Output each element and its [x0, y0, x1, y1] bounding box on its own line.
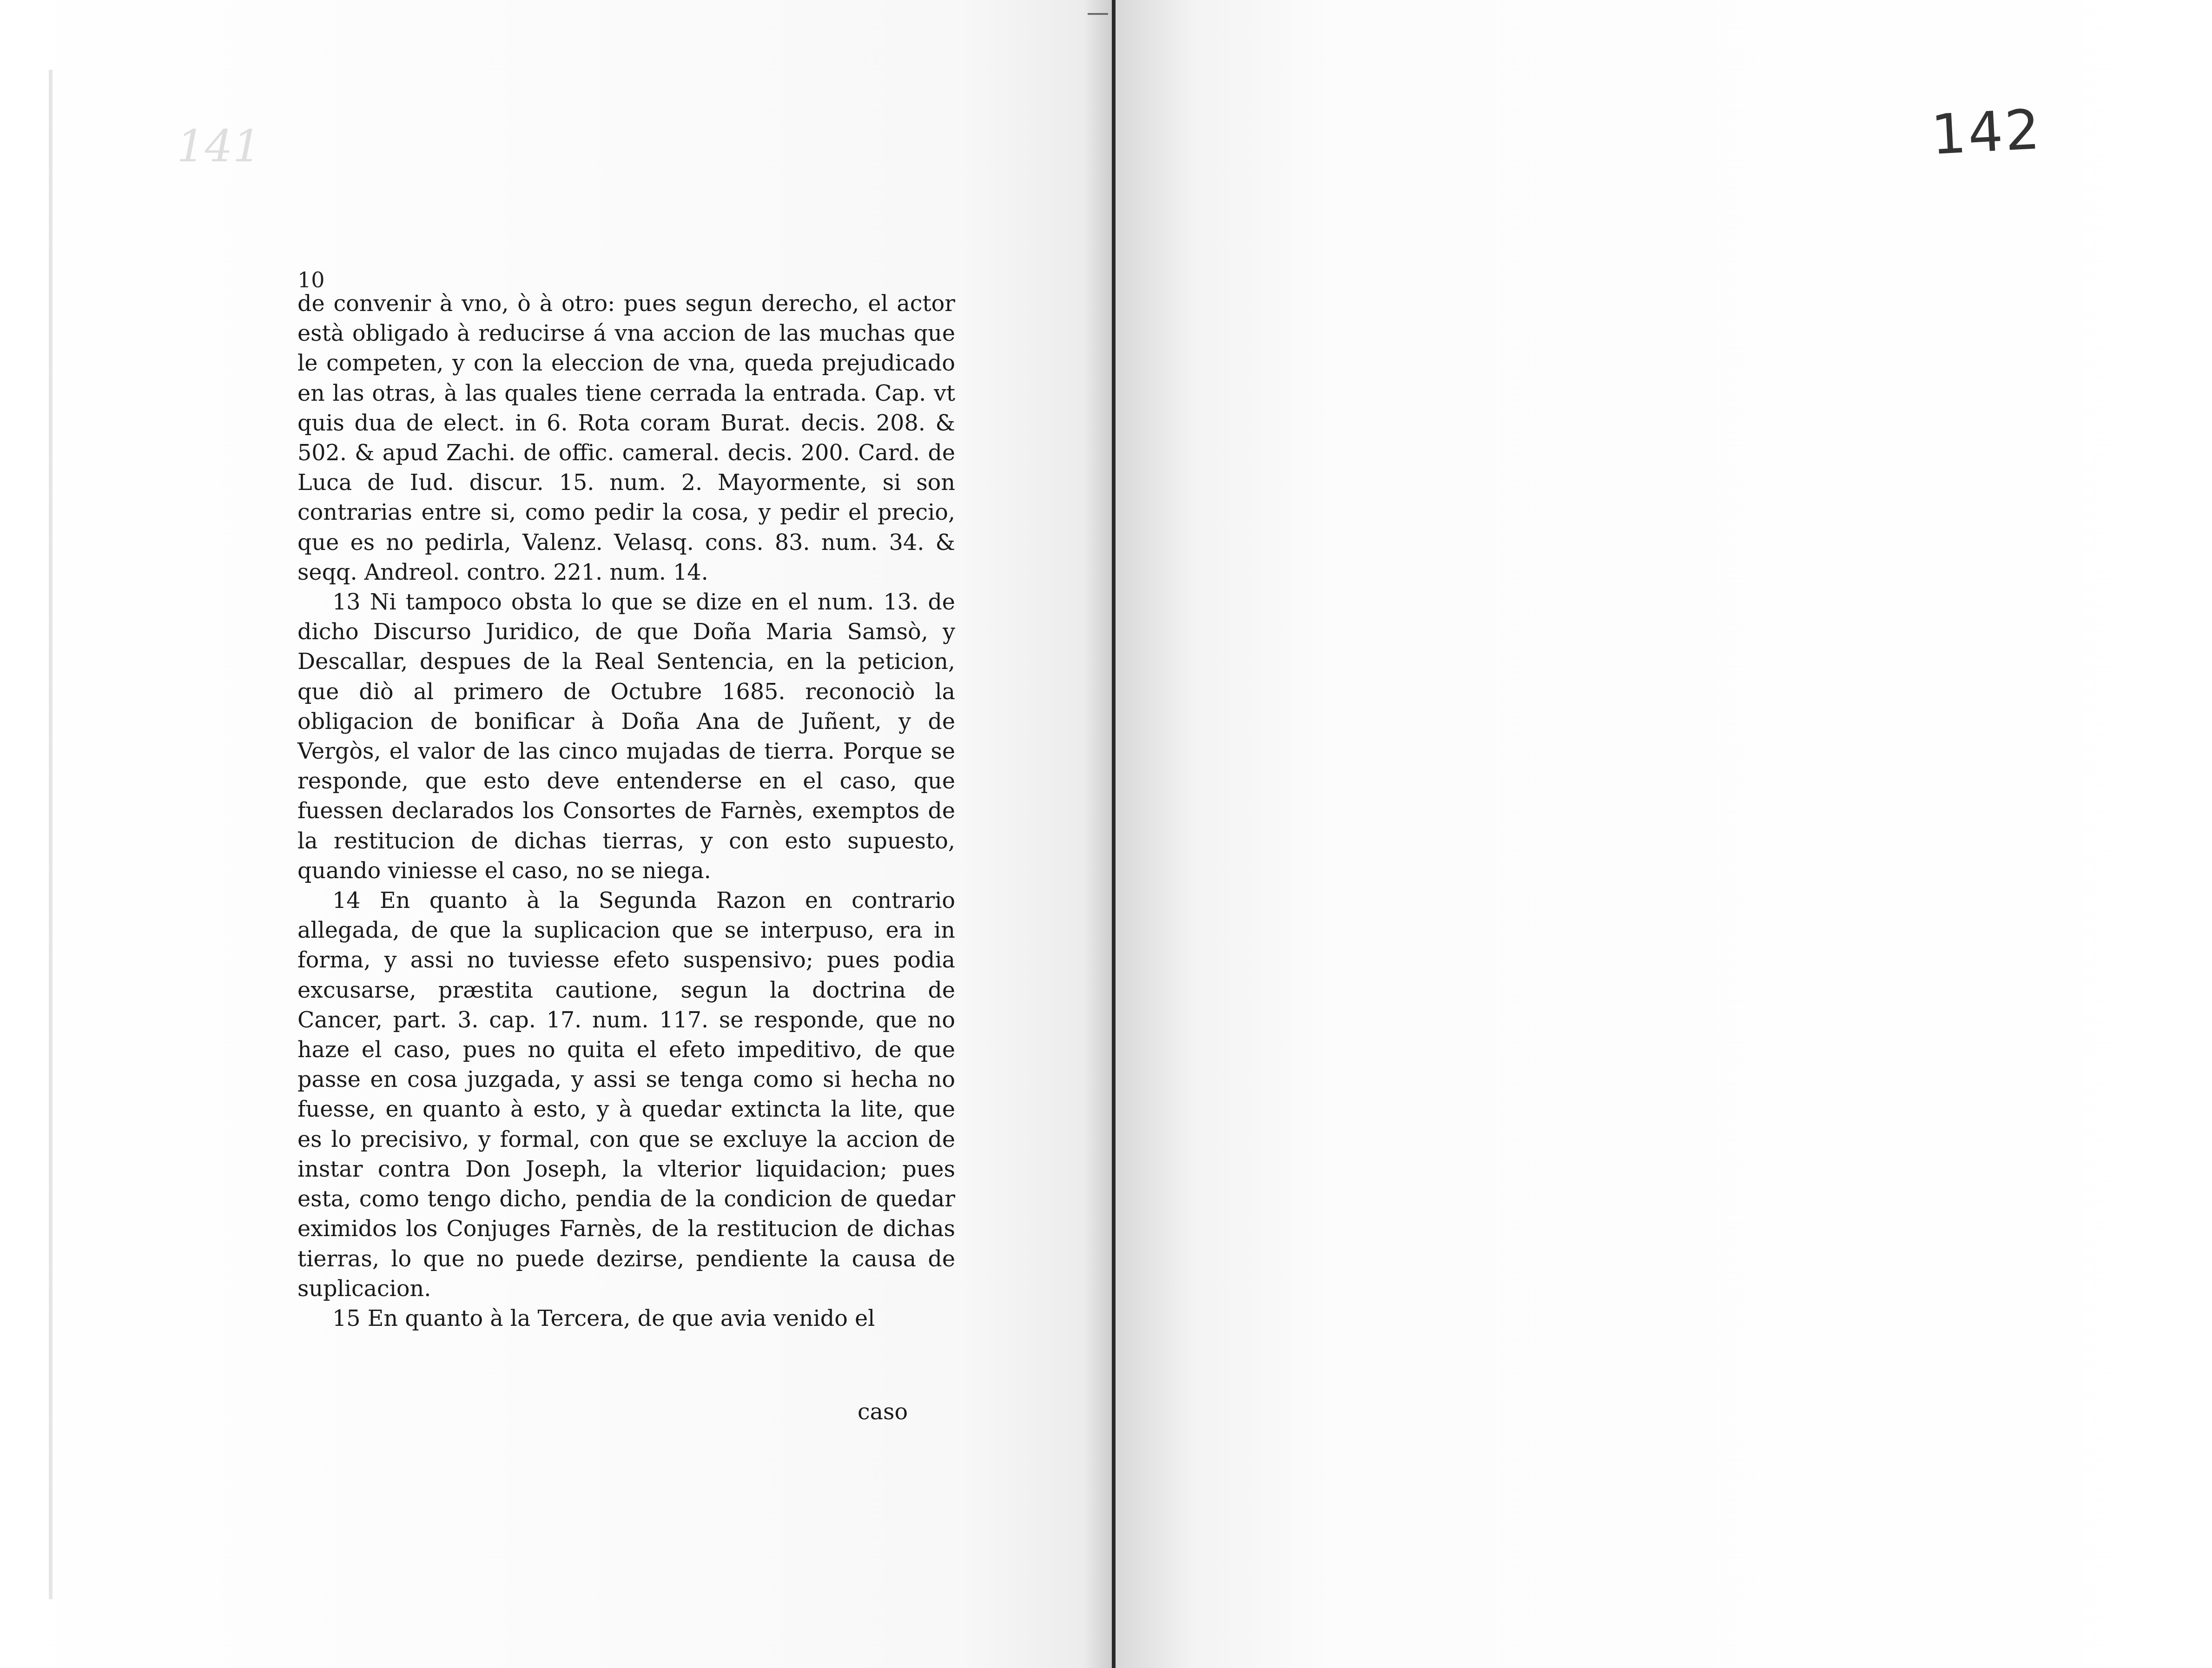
paragraph [297, 886, 955, 1304]
right-page [1116, 0, 2212, 1668]
top-edge-mark [1088, 13, 1108, 15]
left-catchword: caso [858, 1399, 908, 1425]
left-text-block [297, 289, 955, 1334]
handwritten-folio-number: 142 [1929, 97, 2043, 167]
page-edge-shadow [49, 70, 53, 1599]
paragraph [297, 289, 955, 588]
paragraph-number: 14 [332, 888, 361, 914]
left-page-number: 10 [297, 267, 325, 292]
paragraph-number: 15 [332, 1305, 361, 1331]
gutter-shadow [1083, 0, 1112, 1668]
paragraph [297, 1304, 955, 1334]
paragraph [297, 588, 955, 886]
paragraph-text: de convenir à vno, ò à otro: pues segun derecho, el actor està obligado à reducirse á vna accion de las muchas que le competen, y con la eleccion de vna, queda prejudicado en las otras, à las quales tiene cerrada la entrada. Cap. vt quis dua de elect. in 6. Rota coram Burat. decis. 208. & 502. & apud Zachi. de offic. cameral. decis. 200. Card. de Luca de Iud. discur. 15. num. 2. Mayormente, si son contrarias entre si, como pedir la cosa, y pedir el precio, que es no pedirla, Valenz. Velasq. cons. 83. num. 34. & seqq. Andreol. contro. 221. num. 14. [297, 291, 955, 585]
paragraph-text: Ni tampoco obsta lo que se dize en el num. 13. de dicho Discurso Juridico, de que Doña Maria Samsò, y Descallar, despues de la Real Sentencia, en la peticion, que diò al primero de Octubre 1685. reconociò la obligacion de bonificar à Doña Ana de Juñent, y de Vergòs, el valor de las cinco mujadas de tierra. Porque se responde, que esto deve entenderse en el caso, que fuessen declarados los Consortes de Farnès, exemptos de la restitucion de dichas tierras, y con esto supuesto, quando viniesse el caso, no se niega. [297, 589, 955, 884]
paragraph-number: 13 [332, 589, 361, 616]
paragraph-text: En quanto à la Tercera, de que avia venido el [367, 1305, 875, 1331]
faint-bleed-through-number: 141 [177, 121, 261, 172]
paragraph-text: En quanto à la Segunda Razon en contrario allegada, de que la suplicacion que se interpuso, era in forma, y assi no tuviesse efeto suspensivo; pues podia excusarse, præstita cautione, segun la doctrina de Cancer, part. 3. cap. 17. num. 117. se responde, que no haze el caso, pues no quita el efeto impeditivo, de que passe en cosa juzgada, y assi se tenga como si hecha no fuesse, en quanto à esto, y à quedar extincta la lite, que es lo precisivo, y formal, con que se excluye la accion de instar contra Don Joseph, la vlterior liquidacion; pues esta, como tengo dicho, pendia de la condicion de quedar eximidos los Conjuges Farnès, de la restitucion de dichas tierras, lo que no puede dezirse, pendiente la causa de suplicacion. [297, 888, 955, 1302]
